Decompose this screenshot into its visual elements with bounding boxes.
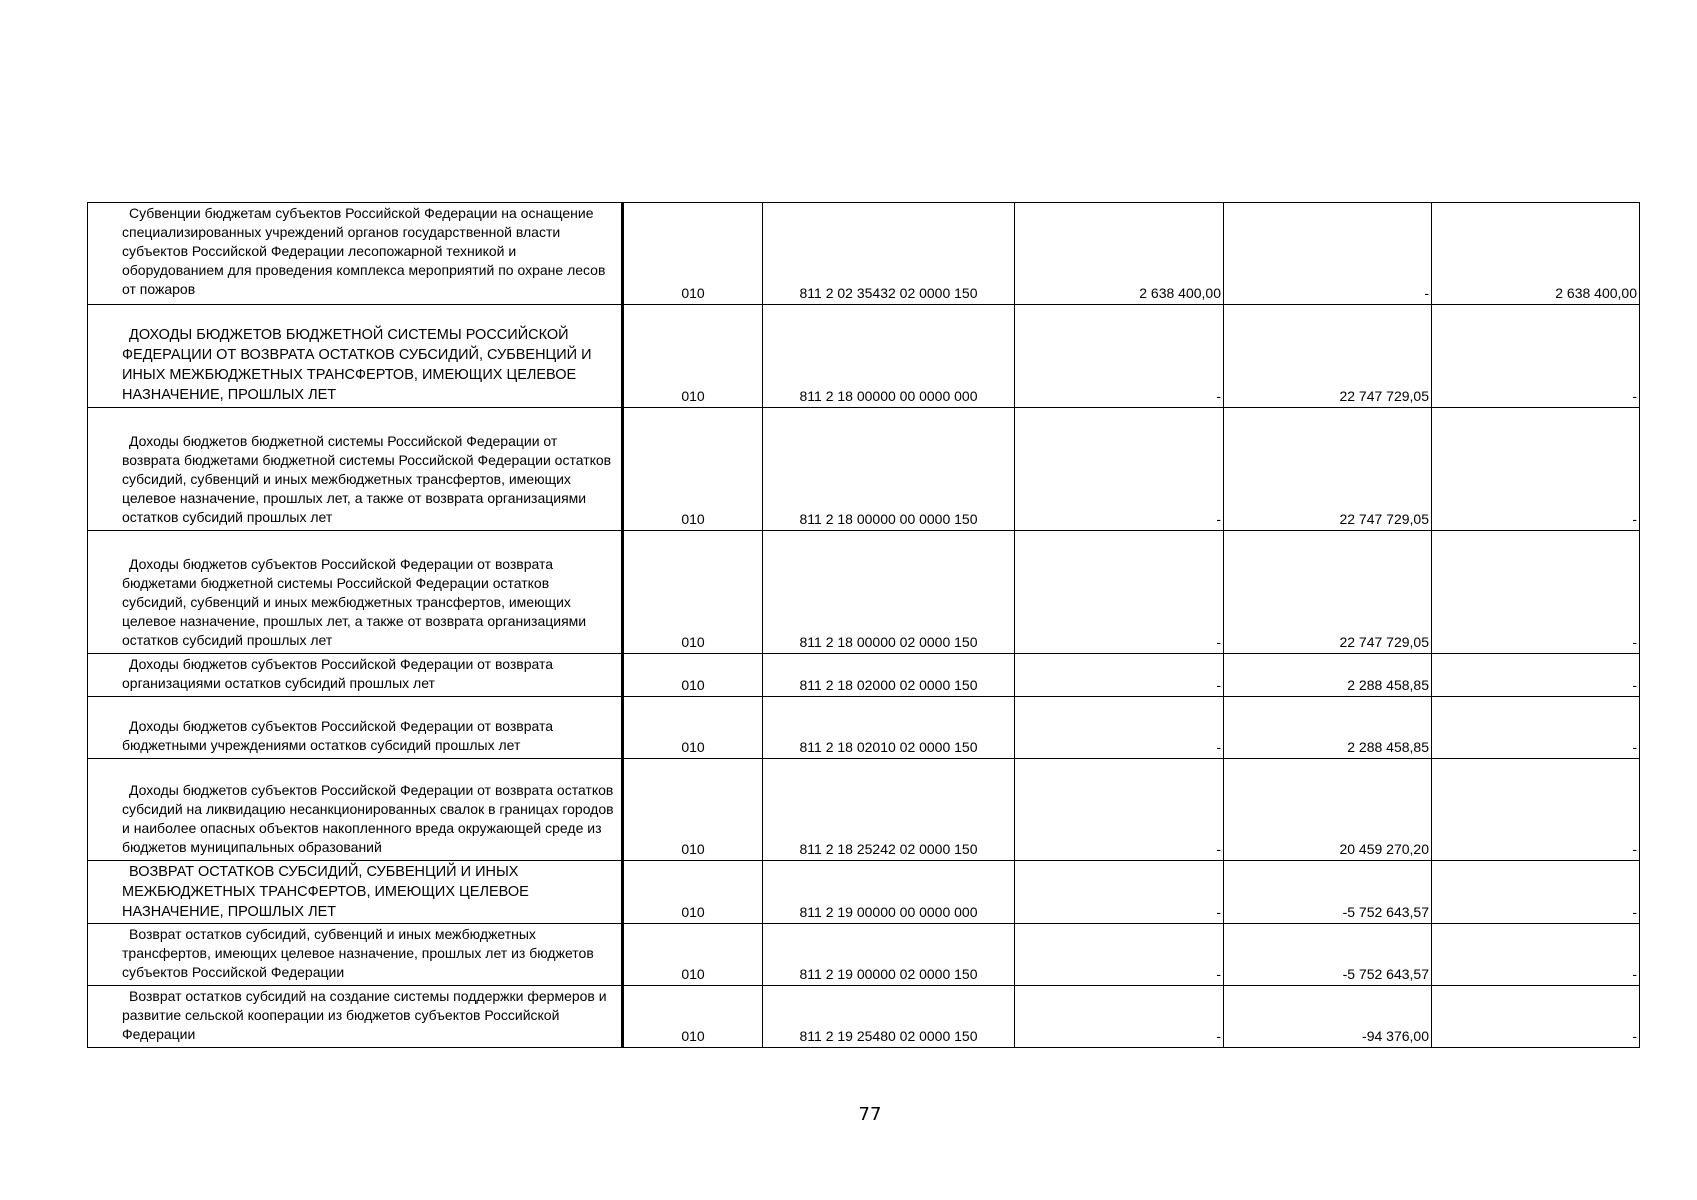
row-unexecuted-cell: -: [1432, 531, 1640, 654]
row-line-code-cell: 010: [623, 203, 763, 305]
row-executed-cell: -5 752 643,57: [1224, 861, 1432, 924]
row-name-cell: Доходы бюджетов субъектов Российской Федерации от возврата организациями остатков субсидий прошлых лет: [88, 654, 623, 697]
row-budget-code-cell: 811 2 19 00000 02 0000 150: [763, 924, 1015, 986]
row-name-cell: Возврат остатков субсидий на создание системы поддержки фермеров и развитие сельской кооперации из бюджетов субъектов Российской Федерации: [88, 986, 623, 1048]
row-approved-cell: -: [1015, 408, 1224, 531]
row-unexecuted-cell: -: [1432, 759, 1640, 861]
row-unexecuted-cell: -: [1432, 861, 1640, 924]
row-unexecuted-cell: -: [1432, 305, 1640, 408]
row-line-code-cell: 010: [623, 924, 763, 986]
row-budget-code-cell: 811 2 18 00000 00 0000 000: [763, 305, 1015, 408]
row-line-code-cell: 010: [623, 986, 763, 1048]
row-line-code-cell: 010: [623, 654, 763, 697]
table-row: [88, 697, 1640, 759]
row-unexecuted-cell: -: [1432, 986, 1640, 1048]
row-name-cell: Доходы бюджетов субъектов Российской Федерации от возврата бюджетами бюджетной системы Российской Федерации остатков субсидий, субвенций и иных межбюджетных трансфертов, имеющих целевое назначение, прошлых лет, а также от возврата организациями остатков субсидий прошлых лет: [88, 531, 623, 654]
budget-revenue-table: [87, 202, 1640, 1048]
row-unexecuted-cell: -: [1432, 924, 1640, 986]
table-row: [88, 305, 1640, 408]
row-approved-cell: -: [1015, 861, 1224, 924]
row-executed-cell: 22 747 729,05: [1224, 408, 1432, 531]
row-approved-cell: -: [1015, 305, 1224, 408]
row-line-code-cell: 010: [623, 697, 763, 759]
row-executed-cell: -5 752 643,57: [1224, 924, 1432, 986]
row-name-cell: Доходы бюджетов бюджетной системы Российской Федерации от возврата бюджетами бюджетной системы Российской Федерации остатков субсидий, субвенций и иных межбюджетных трансфертов, имеющих целевое назначение, прошлых лет, а также от возврата организациями остатков субсидий прошлых лет: [88, 408, 623, 531]
row-name-cell: Доходы бюджетов субъектов Российской Федерации от возврата остатков субсидий на ликвидацию несанкционированных свалок в границах городов и наиболее опасных объектов накопленного вреда окружающей среде из бюджетов муниципальных образований: [88, 759, 623, 861]
row-name-cell: ВОЗВРАТ ОСТАТКОВ СУБСИДИЙ, СУБВЕНЦИЙ И ИНЫХ МЕЖБЮДЖЕТНЫХ ТРАНСФЕРТОВ, ИМЕЮЩИХ ЦЕЛЕВОЕ НАЗНАЧЕНИЕ, ПРОШЛЫХ ЛЕТ: [88, 861, 623, 924]
row-line-code-cell: 010: [623, 408, 763, 531]
row-unexecuted-cell: -: [1432, 697, 1640, 759]
row-approved-cell: -: [1015, 986, 1224, 1048]
row-executed-cell: -94 376,00: [1224, 986, 1432, 1048]
row-name-cell: Доходы бюджетов субъектов Российской Федерации от возврата бюджетными учреждениями остатков субсидий прошлых лет: [88, 697, 623, 759]
row-approved-cell: -: [1015, 759, 1224, 861]
row-budget-code-cell: 811 2 18 00000 02 0000 150: [763, 531, 1015, 654]
table-row: [88, 408, 1640, 531]
row-line-code-cell: 010: [623, 759, 763, 861]
row-approved-cell: -: [1015, 924, 1224, 986]
row-budget-code-cell: 811 2 18 00000 00 0000 150: [763, 408, 1015, 531]
table-row: [88, 759, 1640, 861]
row-executed-cell: 22 747 729,05: [1224, 531, 1432, 654]
row-executed-cell: -: [1224, 203, 1432, 305]
row-budget-code-cell: 811 2 18 02000 02 0000 150: [763, 654, 1015, 697]
row-budget-code-cell: 811 2 18 02010 02 0000 150: [763, 697, 1015, 759]
row-approved-cell: 2 638 400,00: [1015, 203, 1224, 305]
table-row: [88, 924, 1640, 986]
page-number: 77: [858, 1104, 882, 1125]
row-unexecuted-cell: -: [1432, 654, 1640, 697]
table-row: [88, 203, 1640, 305]
row-name-cell: Субвенции бюджетам субъектов Российской Федерации на оснащение специализированных учреждений органов государственной власти субъектов Российской Федерации лесопожарной техникой и оборудованием для проведения комплекса мероприятий по охране лесов от пожаров: [88, 203, 623, 305]
row-line-code-cell: 010: [623, 305, 763, 408]
row-executed-cell: 2 288 458,85: [1224, 654, 1432, 697]
row-budget-code-cell: 811 2 19 00000 00 0000 000: [763, 861, 1015, 924]
row-name-cell: ДОХОДЫ БЮДЖЕТОВ БЮДЖЕТНОЙ СИСТЕМЫ РОССИЙСКОЙ ФЕДЕРАЦИИ ОТ ВОЗВРАТА ОСТАТКОВ СУБСИДИЙ, СУБВЕНЦИЙ И ИНЫХ МЕЖБЮДЖЕТНЫХ ТРАНСФЕРТОВ, ИМЕЮЩИХ ЦЕЛЕВОЕ НАЗНАЧЕНИЕ, ПРОШЛЫХ ЛЕТ: [88, 305, 623, 408]
row-approved-cell: -: [1015, 531, 1224, 654]
row-executed-cell: 20 459 270,20: [1224, 759, 1432, 861]
row-budget-code-cell: 811 2 02 35432 02 0000 150: [763, 203, 1015, 305]
table-row: [88, 861, 1640, 924]
table-row: [88, 986, 1640, 1048]
row-unexecuted-cell: -: [1432, 408, 1640, 531]
row-executed-cell: 22 747 729,05: [1224, 305, 1432, 408]
row-budget-code-cell: 811 2 18 25242 02 0000 150: [763, 759, 1015, 861]
table-row: [88, 654, 1640, 697]
row-name-cell: Возврат остатков субсидий, субвенций и иных межбюджетных трансфертов, имеющих целевое назначение, прошлых лет из бюджетов субъектов Российской Федерации: [88, 924, 623, 986]
row-approved-cell: -: [1015, 697, 1224, 759]
row-unexecuted-cell: 2 638 400,00: [1432, 203, 1640, 305]
row-line-code-cell: 010: [623, 861, 763, 924]
row-executed-cell: 2 288 458,85: [1224, 697, 1432, 759]
row-approved-cell: -: [1015, 654, 1224, 697]
table-row: [88, 531, 1640, 654]
row-line-code-cell: 010: [623, 531, 763, 654]
row-budget-code-cell: 811 2 19 25480 02 0000 150: [763, 986, 1015, 1048]
